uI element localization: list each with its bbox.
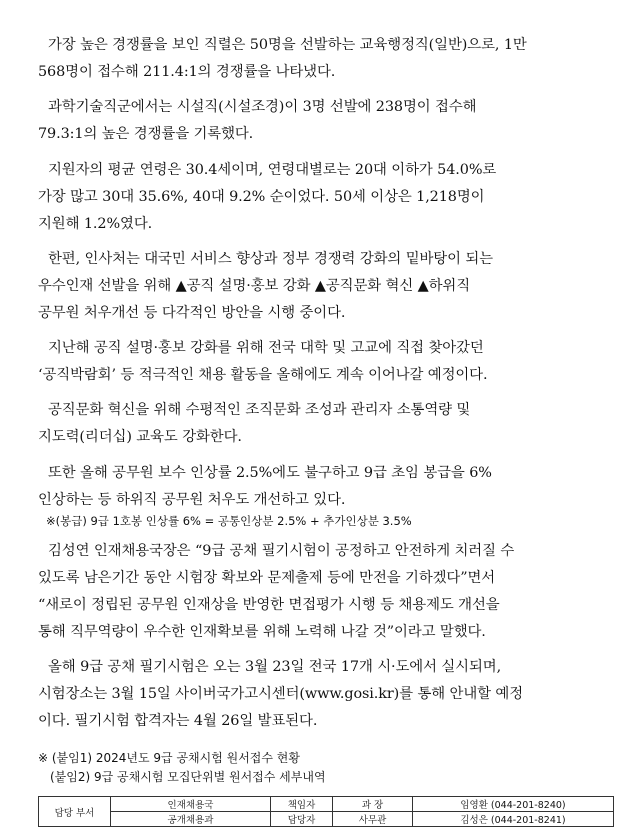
text-line: 한편, 인사처는 대국민 서비스 향상과 정부 경쟁력 강화의 밑바탕이 되는 — [48, 251, 493, 267]
attachment-1: ※ (붙임1) 2024년도 9급 공채시험 원서접수 현황 — [38, 751, 300, 765]
paragraph-science-tech — [38, 94, 610, 148]
paragraph-exam-schedule — [38, 654, 610, 735]
text-line: 올해 9급 공채 필기시험은 오는 3월 23일 전국 17개 시·도에서 실시되며, — [48, 659, 502, 675]
text-line: 공직문화 혁신을 위해 수평적인 조직문화 조성과 관리자 소통역량 및 — [48, 402, 471, 418]
attachment-2: (붙임2) 9급 공채시험 모집단위별 원서접수 세부내역 — [50, 770, 326, 784]
text-line: 김성연 인재채용국장은 “9급 공채 필기시험이 공정하고 안전하게 치러질 수 — [48, 543, 515, 559]
dept-label: 담당 부서 — [39, 797, 111, 827]
text-line: 우수인재 선발을 위해 ▲공직 설명·홍보 강화 ▲공직문화 혁신 ▲하위직 — [38, 278, 471, 294]
contact-row — [39, 812, 614, 827]
paragraph-recruitment-measures — [38, 246, 610, 327]
text-line: 79.3:1의 높은 경쟁률을 기록했다. — [38, 126, 254, 142]
text-line: 과학기술직군에서는 시설직(시설조경)이 3명 선발에 238명이 접수해 — [48, 99, 477, 115]
text-line: 또한 올해 공무원 보수 인상률 2.5%에도 불구하고 9급 초임 봉급을 6% — [48, 465, 492, 481]
responsible-contact: 임영환 (044-201-8240) — [413, 797, 614, 812]
paragraph-career-fair — [38, 335, 610, 389]
text-line: “새로이 정립된 공무원 인재상을 반영한 면접평가 시행 등 채용제도 개선을 — [38, 597, 500, 613]
paragraph-applicant-age — [38, 157, 610, 238]
text-line: 지도력(리더십) 교육도 강화한다. — [38, 429, 242, 445]
paragraph-competition-rate — [38, 32, 610, 86]
paragraph-culture-innovation — [38, 397, 610, 451]
text-line: 가장 많고 30대 35.6%, 40대 9.2% 순이었다. 50세 이상은 1,218명이 — [38, 189, 485, 205]
text-line: 있도록 남은기간 동안 시험장 확보와 문제출제 등에 만전을 기하겠다”면서 — [38, 570, 496, 586]
text-line: 인상하는 등 하위직 공무원 처우도 개선하고 있다. — [38, 492, 346, 508]
salary-footnote: ※(봉급) 9급 1호봉 인상률 6% = 공통인상분 2.5% + 추가인상분 3.5% — [46, 514, 412, 528]
text-line: 시험장소는 3월 15일 사이버국가고시센터(www.gosi.kr)를 통해 안내할 예정 — [38, 686, 524, 702]
contact-table — [38, 796, 614, 827]
text-line: 가장 높은 경쟁률을 보인 직렬은 50명을 선발하는 교육행정직(일반)으로, 1만 — [48, 37, 527, 53]
text-line: 지난해 공직 설명·홍보 강화를 위해 전국 대학 및 고교에 직접 찾아갔던 — [48, 340, 484, 356]
text-line: 공무원 처우개선 등 다각적인 방안을 시행 중이다. — [38, 305, 346, 321]
text-line: 지원자의 평균 연령은 30.4세이며, 연령대별로는 20대 이하가 54.0%로 — [48, 162, 497, 178]
text-line: 통해 직무역량이 우수한 인재확보를 위해 노력해 나갈 것”이라고 말했다. — [38, 624, 486, 640]
text-line: 지원해 1.2%였다. — [38, 216, 153, 232]
bureau-name: 인재채용국 — [111, 797, 271, 812]
division-name: 공개채용과 — [111, 812, 271, 827]
responsible-label: 책임자 — [271, 797, 333, 812]
text-line: 이다. 필기시험 합격자는 4월 26일 발표된다. — [38, 713, 318, 729]
text-line: ‘공직박람회’ 등 적극적인 채용 활동을 올해에도 계속 이어나갈 예정이다. — [38, 367, 488, 383]
staff-label: 담당자 — [271, 812, 333, 827]
staff-contact: 김성은 (044-201-8241) — [413, 812, 614, 827]
staff-title: 사무관 — [333, 812, 413, 827]
paragraph-director-quote — [38, 538, 610, 646]
contact-row — [39, 797, 614, 812]
text-line: 568명이 접수해 211.4:1의 경쟁률을 나타냈다. — [38, 64, 336, 80]
paragraph-salary — [38, 460, 610, 514]
responsible-title: 과 장 — [333, 797, 413, 812]
